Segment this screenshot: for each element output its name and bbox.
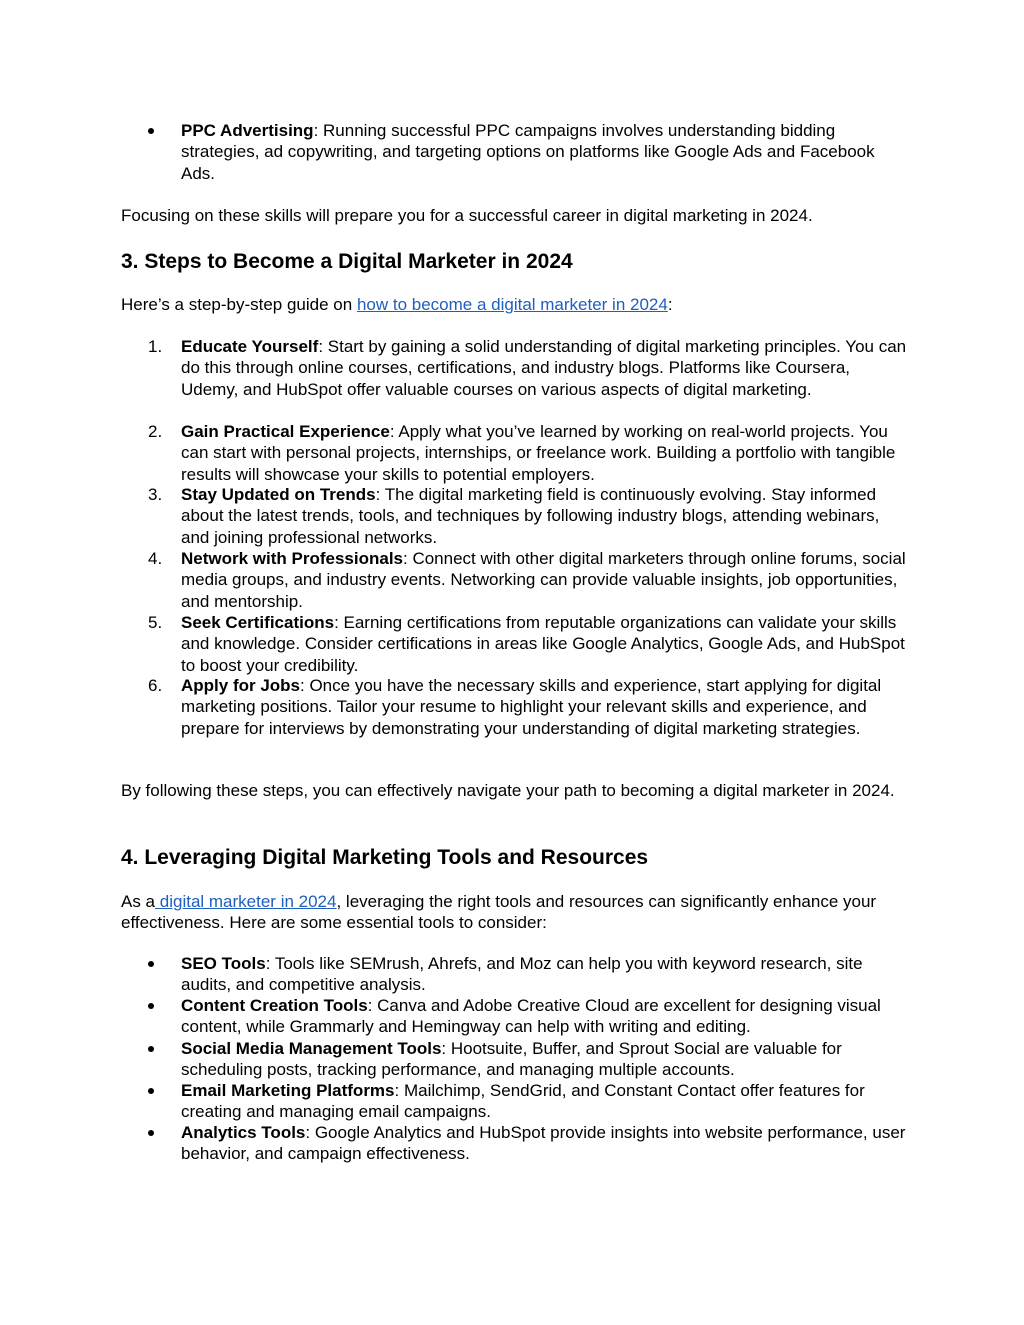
step-title: Seek Certifications — [181, 613, 335, 632]
tool-title: Analytics Tools — [181, 1123, 306, 1142]
intro-text-before: Here’s a step-by-step guide on — [121, 295, 357, 314]
step-text: : Earning certifications from reputable organizations can validate your skills and knowledge. Consider certifications in areas like Google Analytics, Google Ads, and HubSpot to boost your credibility. — [181, 613, 905, 675]
step-item-network — [181, 548, 911, 612]
step-text: : Connect with other digital marketers through online forums, social media groups, and industry events. Networking can provide valuable insights, job opportunities, and mentorship. — [181, 549, 906, 611]
step-item-educate-yourself — [181, 336, 911, 400]
intro-text-before: As a — [121, 892, 156, 911]
list-item-text: : Running successful PPC campaigns involves understanding bidding strategies, ad copywriting, and targeting options on platforms like Google Ads and Facebook Ads. — [181, 121, 875, 183]
step-text: : Once you have the necessary skills and experience, start applying for digital marketing positions. Tailor your resume to highlight your relevant skills and experience, and prepare for interviews by demonstrating your understanding of digital marketing strategies. — [181, 676, 882, 738]
step-number: 5. — [148, 613, 163, 632]
tool-title: Content Creation Tools — [181, 996, 368, 1015]
step-item-seek-certifications — [181, 612, 911, 676]
section-3-heading: 3. Steps to Become a Digital Marketer in 2024 — [121, 250, 573, 273]
tool-text: : Google Analytics and HubSpot provide insights into website performance, user behavior, and campaign effectiveness. — [181, 1123, 906, 1164]
step-text: : Apply what you’ve learned by working on real-world projects. You can start with personal projects, internships, or freelance work. Building a portfolio with tangible results will showcase your skills to potential employers. — [181, 422, 896, 484]
list-item-ppc-advertising — [181, 120, 911, 184]
skills-conclusion-paragraph: Focusing on these skills will prepare you for a successful career in digital marketing in 2024. — [121, 206, 813, 225]
step-number: 6. — [148, 676, 163, 695]
list-item-title: PPC Advertising — [181, 121, 314, 140]
tool-item-email-marketing — [181, 1080, 911, 1123]
tool-title: Social Media Management Tools — [181, 1039, 442, 1058]
intro-text-after: , leveraging the right tools and resources can significantly enhance your effectiveness. Here are some essential tools to consider: — [121, 892, 877, 933]
step-item-gain-practical-experience — [181, 421, 911, 485]
step-title: Apply for Jobs — [181, 676, 301, 695]
how-to-become-link[interactable]: how to become a digital marketer in 2024 — [356, 295, 668, 314]
section-3-intro — [121, 294, 911, 315]
step-number: 1. — [148, 337, 163, 356]
step-number: 3. — [148, 485, 163, 504]
bullet-marker — [148, 1038, 156, 1046]
step-number: 4. — [148, 549, 163, 568]
step-number: 2. — [148, 422, 163, 441]
step-title: Gain Practical Experience — [181, 422, 390, 441]
tool-text: : Hootsuite, Buffer, and Sprout Social are valuable for scheduling posts, tracking performance, and managing multiple accounts. — [181, 1039, 842, 1080]
tool-text: : Mailchimp, SendGrid, and Constant Contact offer features for creating and managing email campaigns. — [181, 1081, 865, 1122]
step-title: Educate Yourself — [181, 337, 319, 356]
bullet-marker — [148, 120, 156, 128]
bullet-marker — [148, 1080, 156, 1088]
tool-item-analytics — [181, 1122, 911, 1165]
step-text: : The digital marketing field is continuously evolving. Stay informed about the latest trends, tools, and techniques by following industry blogs, attending webinars, and joining professional networks. — [181, 485, 880, 547]
step-title: Stay Updated on Trends — [181, 485, 376, 504]
tool-text: : Tools like SEMrush, Ahrefs, and Moz can help you with keyword research, site audits, and competitive analysis. — [181, 954, 863, 995]
tool-title: SEO Tools — [181, 954, 266, 973]
digital-marketer-link[interactable]: digital marketer in 2024 — [155, 892, 337, 911]
tool-item-social-media — [181, 1038, 911, 1081]
section-3-conclusion: By following these steps, you can effectively navigate your path to becoming a digital marketer in 2024. — [121, 781, 895, 800]
tool-item-content-creation — [181, 995, 911, 1038]
tool-title: Email Marketing Platforms — [181, 1081, 395, 1100]
step-text: : Start by gaining a solid understanding of digital marketing principles. You can do this through online courses, certifications, and industry blogs. Platforms like Coursera, Udemy, and HubSpot offer valuable courses on various aspects of digital marketing. — [181, 337, 907, 399]
intro-text-after: : — [667, 295, 673, 314]
bullet-marker — [148, 995, 156, 1003]
section-4-heading: 4. Leveraging Digital Marketing Tools and Resources — [121, 846, 649, 869]
tool-text: : Canva and Adobe Creative Cloud are excellent for designing visual content, while Grammarly and Hemingway can help with writing and editing. — [181, 996, 881, 1037]
tool-item-seo-tools — [181, 953, 911, 996]
section-4-intro — [121, 891, 911, 934]
bullet-marker — [148, 1122, 156, 1130]
step-title: Network with Professionals — [181, 549, 403, 568]
step-item-stay-updated — [181, 484, 911, 548]
bullet-marker — [148, 953, 156, 961]
step-item-apply-for-jobs — [181, 675, 911, 739]
